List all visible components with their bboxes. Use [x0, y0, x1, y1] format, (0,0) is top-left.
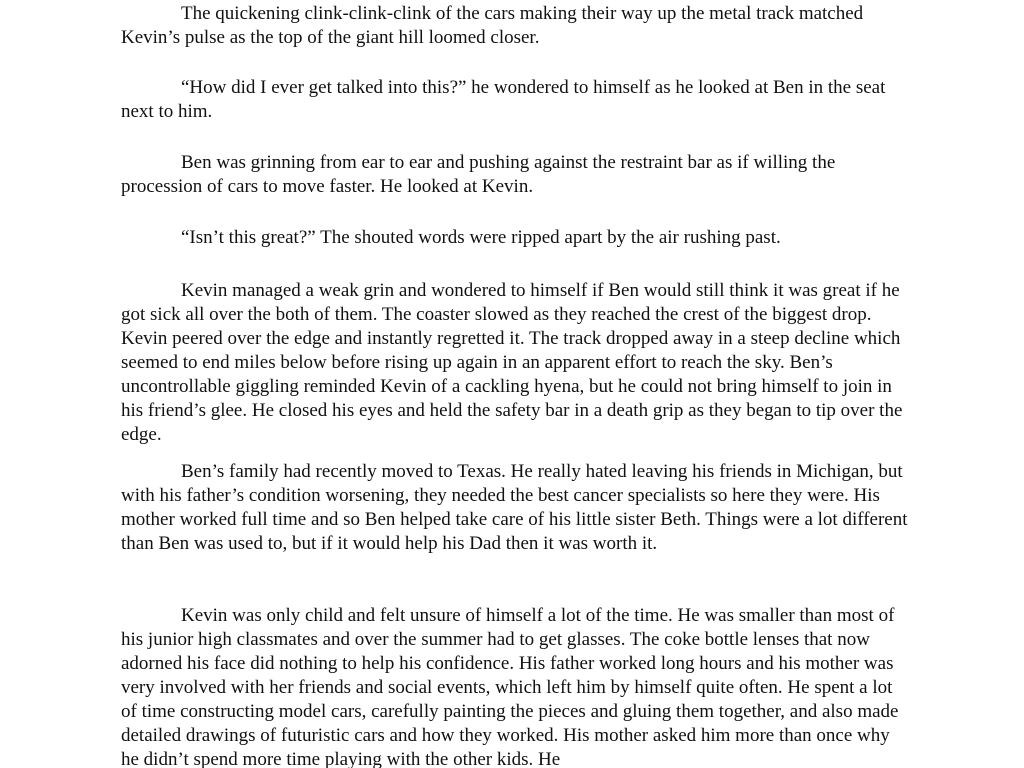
paragraph-3: Ben was grinning from ear to ear and pushing against the restraint bar as if willing the procession of cars to move faster. He looked at Kevin.	[121, 152, 836, 197]
paragraph-4: “Isn’t this great?” The shouted words were ripped apart by the air rushing past.	[181, 227, 781, 248]
paragraph-6: Ben’s family had recently moved to Texas. He really hated leaving his friends in Michigan, but with his father’s condition worsening, they needed the best cancer specialists so here they were. His mother worked full time and so Ben helped take care of his little sister Beth. Things were a lot different than Ben was used to, but if it would help his Dad then it was worth it.	[121, 461, 908, 554]
paragraph-1: The quickening clink-clink-clink of the cars making their way up the metal track matched Kevin’s pulse as the top of the giant hill loomed closer.	[121, 3, 864, 48]
paragraph-5: Kevin managed a weak grin and wondered to himself if Ben would still think it was great if he got sick all over the both of them. The coaster slowed as they reached the crest of the biggest drop. Kevin peered over the edge and instantly regretted it. The track dropped away in a steep decline which seemed to end miles below before rising up again in an apparent effort to reach the sky. Ben’s uncontrollable giggling reminded Kevin of a cackling hyena, but he could not bring himself to join in his friend’s glee. He closed his eyes and held the safety bar in a death grip as they began to tip over the edge.	[121, 280, 903, 445]
paragraph-7: Kevin was only child and felt unsure of himself a lot of the time. He was smaller than most of his junior high classmates and over the summer had to get glasses. The coke bottle lenses that now adorned his face did nothing to help his confidence. His father worked long hours and his mother was very involved with her friends and social events, which left him by himself quite often. He spent a lot of time constructing model cars, carefully painting the pieces and gluing them together, and also made detailed drawings of futuristic cars and how they worked. His mother asked him more than once why he didn’t spend more time playing with the other kids. He	[121, 605, 899, 768]
paragraph-2: “How did I ever get talked into this?” he wondered to himself as he looked at Ben in the seat next to him.	[121, 77, 886, 122]
